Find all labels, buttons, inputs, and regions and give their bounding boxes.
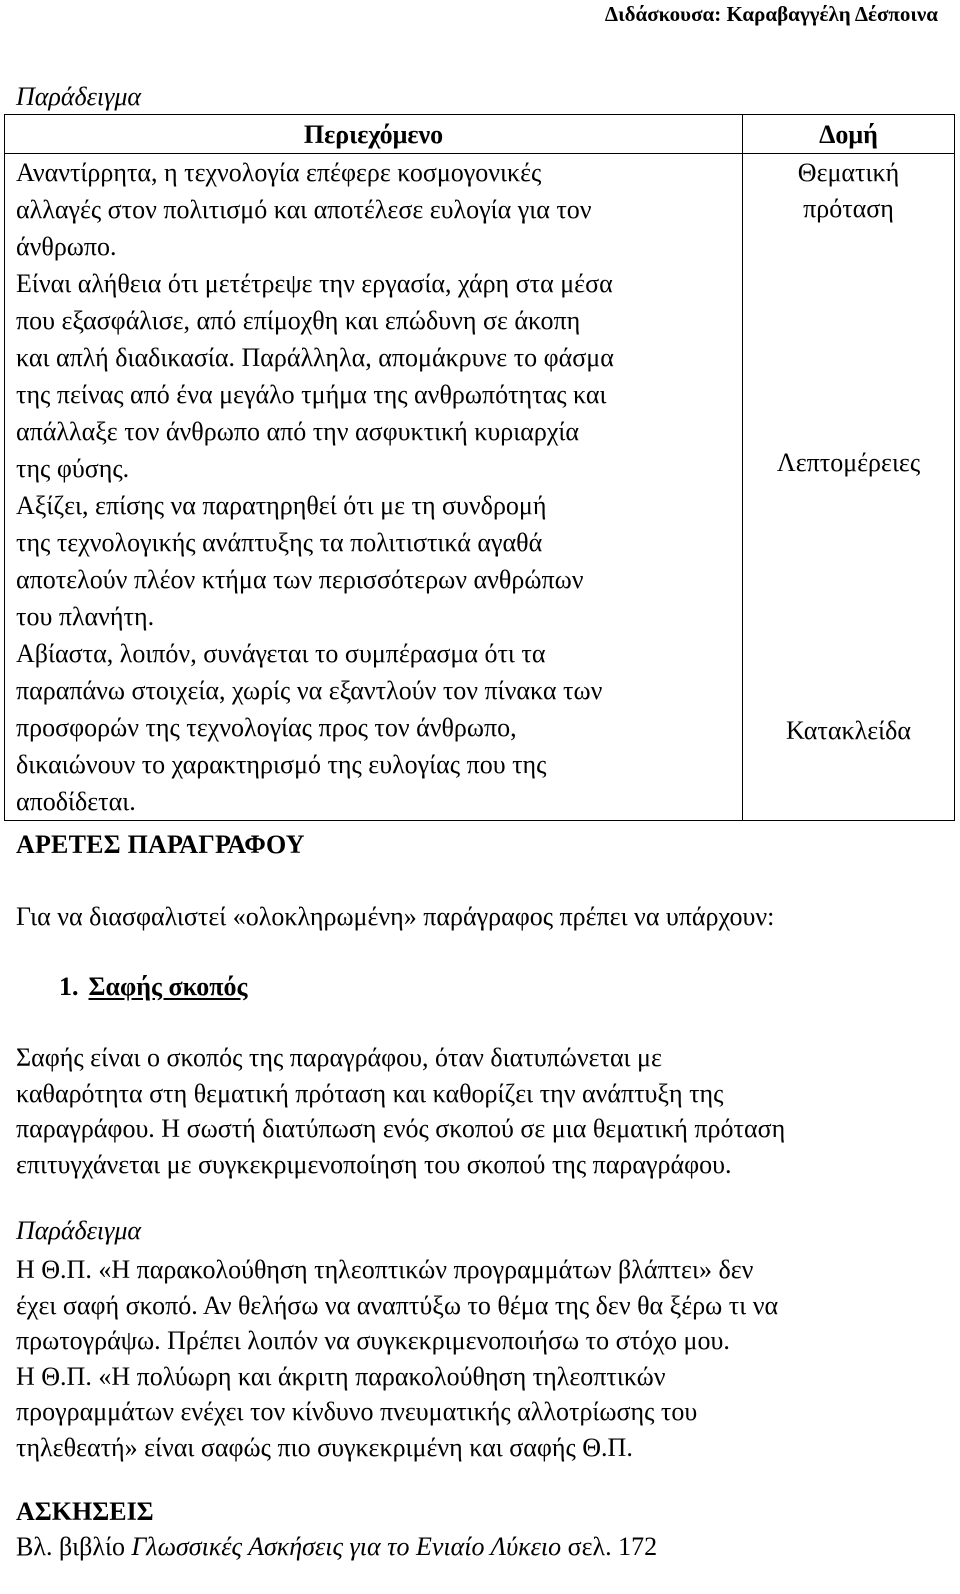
structure-label-topic-sentence: [743, 155, 954, 227]
section-title-paragraph-virtues: ΑΡΕΤΕΣ ΠΑΡΑΓΡΑΦΟΥ: [16, 830, 305, 859]
paragraph-line: καθαρότητα στη θεματική πρόταση και καθορίζει την ανάπτυξη της: [16, 1078, 724, 1108]
example2-line: Η Θ.Π. «Η πολύωρη και άκριτη παρακολούθηση τηλεοπτικών: [16, 1361, 666, 1391]
reference-suffix: σελ. 172: [561, 1532, 658, 1561]
paragraph-line: παραγράφου. Η σωστή διατύπωση ενός σκοπού σε μια θεματική πρόταση: [16, 1114, 786, 1144]
structure-label-topic-line1: Θεματική: [797, 158, 900, 187]
content-line: της φύσης.: [16, 454, 130, 483]
content-line: άνθρωπο.: [16, 232, 117, 261]
structure-cell: [743, 154, 955, 821]
reference-prefix: Βλ. βιβλίο: [16, 1532, 132, 1561]
page-header-teacher: Διδάσκουσα: Καραβαγγέλη Δέσποινα: [604, 2, 938, 26]
example2-text: [16, 1252, 946, 1466]
content-line: απάλλαξε τον άνθρωπο από την ασφυκτική κυριαρχία: [16, 417, 579, 446]
heading-number: 1.: [59, 972, 79, 1001]
content-line: του πλανήτη.: [16, 602, 155, 631]
content-line: Είναι αλήθεια ότι μετέτρεψε την εργασία, χάρη στα μέσα: [16, 269, 613, 298]
column-header-structure: Δομή: [743, 115, 955, 154]
example-label: Παράδειγμα: [16, 82, 142, 111]
column-header-content: Περιεχόμενο: [5, 115, 743, 154]
structure-label-topic-line2: πρόταση: [803, 194, 894, 223]
content-line: της τεχνολογικής ανάπτυξης τα πολιτιστικά αγαθά: [16, 528, 543, 557]
paragraph-line: Σαφής είναι ο σκοπός της παραγράφου, όταν διατυπώνεται με: [16, 1043, 662, 1072]
content-line: αποτελούν πλέον κτήμα των περισσότερων ανθρώπων: [16, 565, 584, 594]
content-line: που εξασφάλισε, από επίμοχθη και επώδυνη σε άκοπη: [16, 306, 581, 335]
content-line: παραπάνω στοιχεία, χωρίς να εξαντλούν τον πίνακα των: [16, 676, 603, 705]
content-line: προσφορών της τεχνολογίας προς τον άνθρωπο,: [16, 713, 517, 742]
content-line: Αξίζει, επίσης να παρατηρηθεί ότι με τη συνδρομή: [16, 491, 547, 520]
content-line: Αναντίρρητα, η τεχνολογία επέφερε κοσμογονικές: [16, 158, 542, 187]
example2-line: έχει σαφή σκοπό. Αν θελήσω να αναπτύξω το θέμα της δεν θα ξέρω τι να: [16, 1290, 779, 1320]
reference-book-title: Γλωσσικές Ασκήσεις για το Ενιαίο Λύκειο: [131, 1532, 562, 1561]
paragraph-line: επιτυγχάνεται με συγκεκριμενοποίηση του σκοπού της παραγράφου.: [16, 1149, 732, 1179]
content-line: αλλαγές στον πολιτισμό και αποτέλεσε ευλογία για τον: [16, 195, 592, 224]
content-line: δικαιώνουν το χαρακτηρισμό της ευλογίας που της: [16, 750, 547, 779]
content-line: και απλή διαδικασία. Παράλληλα, απομάκρυνε το φάσμα: [16, 343, 614, 372]
example2-line: προγραμμάτων ενέχει τον κίνδυνο πνευματικής αλλοτρίωσης του: [16, 1397, 698, 1427]
example2-line: Η Θ.Π. «Η παρακολούθηση τηλεοπτικών προγραμμάτων βλάπτει» δεν: [16, 1255, 754, 1284]
exercises-title: ΑΣΚΗΣΕΙΣ: [16, 1497, 154, 1526]
content-line: Αβίαστα, λοιπόν, συνάγεται το συμπέρασμα ότι τα: [16, 639, 546, 668]
example2-line: πρωτογράψω. Πρέπει λοιπόν να συγκεκριμενοποιήσω το στόχο μου.: [16, 1326, 730, 1356]
paragraph-structure-table: [4, 114, 955, 821]
content-line: της πείνας από ένα μεγάλο τμήμα της ανθρωπότητας και: [16, 380, 607, 409]
intro-text: Για να διασφαλιστεί «ολοκληρωμένη» παράγραφος πρέπει να υπάρχουν:: [16, 902, 775, 931]
structure-label-details: Λεπτομέρειες: [776, 448, 921, 477]
structure-label-conclusion: Κατακλείδα: [786, 716, 911, 745]
heading-title: Σαφής σκοπός: [88, 972, 248, 1001]
content-cell: [5, 154, 743, 821]
example2-line: τηλεθεατή» είναι σαφώς πιο συγκεκριμένη και σαφής Θ.Π.: [16, 1432, 633, 1462]
content-line: αποδίδεται.: [16, 787, 136, 816]
numbered-heading-clear-purpose: [59, 972, 248, 1002]
explanation-paragraph: [16, 1040, 946, 1182]
book-reference: [16, 1532, 657, 1562]
example2-label: Παράδειγμα: [16, 1216, 142, 1245]
